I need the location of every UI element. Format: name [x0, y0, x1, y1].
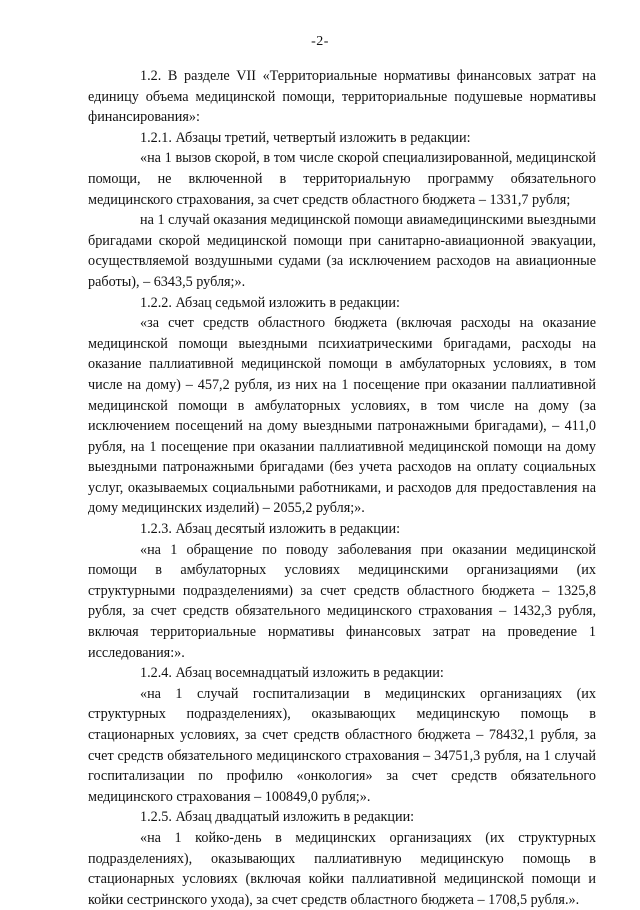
- subsection-1-2-1: 1.2.1. Абзацы третий, четвертый изложить в редакции:: [140, 129, 471, 146]
- quoted-paragraph: «на 1 обращение по поводу заболевания при оказании медицинской помощи в амбулаторных условиях медицинскими организациями (их структурными подразделениями) за счет средств областного бюджета – 1325,8 рубля, за счет средств обязательного медицинского страхования – 1432,3 рубля, включая территориальные нормативы финансовых затрат на проведение 1 исследования:».: [88, 541, 596, 661]
- quoted-paragraph: «на 1 вызов скорой, в том числе скорой специализированной, медицинской помощи, не включенной в территориальную программу обязательного медицинского страхования, за счет средств областного бюджета – 1331,7 рубля;: [88, 150, 596, 208]
- quoted-paragraph: «на 1 койко-день в медицинских организациях (их структурных подразделениях), оказывающих паллиативную медицинскую помощь в стационарных условиях (включая койки паллиативной медицинской помощи и койки сестринского ухода), за счет средств областного бюджета – 1708,5 рубля.».: [88, 829, 596, 908]
- subsection-1-2-4: 1.2.4. Абзац восемнадцатый изложить в редакции:: [140, 665, 444, 682]
- quoted-paragraph: на 1 случай оказания медицинской помощи авиамедицинскими выездными бригадами скорой медицинской помощи при санитарно-авиационной эвакуации, осуществляемой воздушными судами (за исключением расходов на авиационные работы), – 6343,5 рубля;».: [88, 212, 596, 290]
- subsection-1-2-2: 1.2.2. Абзац седьмой изложить в редакции:: [140, 294, 400, 311]
- subsection-1-2-3: 1.2.3. Абзац десятый изложить в редакции:: [140, 521, 401, 538]
- section-heading-1-2: 1.2. В разделе VII «Территориальные нормативы финансовых затрат на единицу объема медицинской помощи, территориальные подушевые нормативы финансирования»:: [88, 68, 596, 126]
- page-number: -2-: [311, 34, 329, 49]
- quoted-paragraph: «за счет средств областного бюджета (включая расходы на оказание медицинской помощи выездными психиатрическими бригадами, расходы на оказание паллиативной медицинской помощи в амбулаторных условиях, в том числе на дому) – 457,2 рубля, из них на 1 посещение при оказании паллиативной медицинской помощи в амбулаторных условиях, в том числе на дому (за исключением посещений на дому выездными патронажными бригадами), – 411,0 рубля, на 1 посещение при оказании паллиативной медицинской помощи на дому выездными патронажными бригадами (без учета расходов на оплату социальных услуг, оказываемых социальными работниками, и расходов для предоставления на дому медицинских изделий) – 2055,2 рубля;».: [88, 315, 596, 517]
- quoted-paragraph: «на 1 случай госпитализации в медицинских организациях (их структурных подразделениях), оказывающих медицинскую помощь в стационарных условиях, за счет средств областного бюджета – 78432,1 рубля, за счет средств обязательного медицинского страхования – 34751,3 рубля, на 1 случай госпитализации по профилю «онкология» за счет средств обязательного медицинского страхования – 100849,0 рубля;».: [88, 685, 596, 805]
- subsection-1-2-5: 1.2.5. Абзац двадцатый изложить в редакции:: [140, 809, 415, 826]
- document-body: [88, 66, 596, 910]
